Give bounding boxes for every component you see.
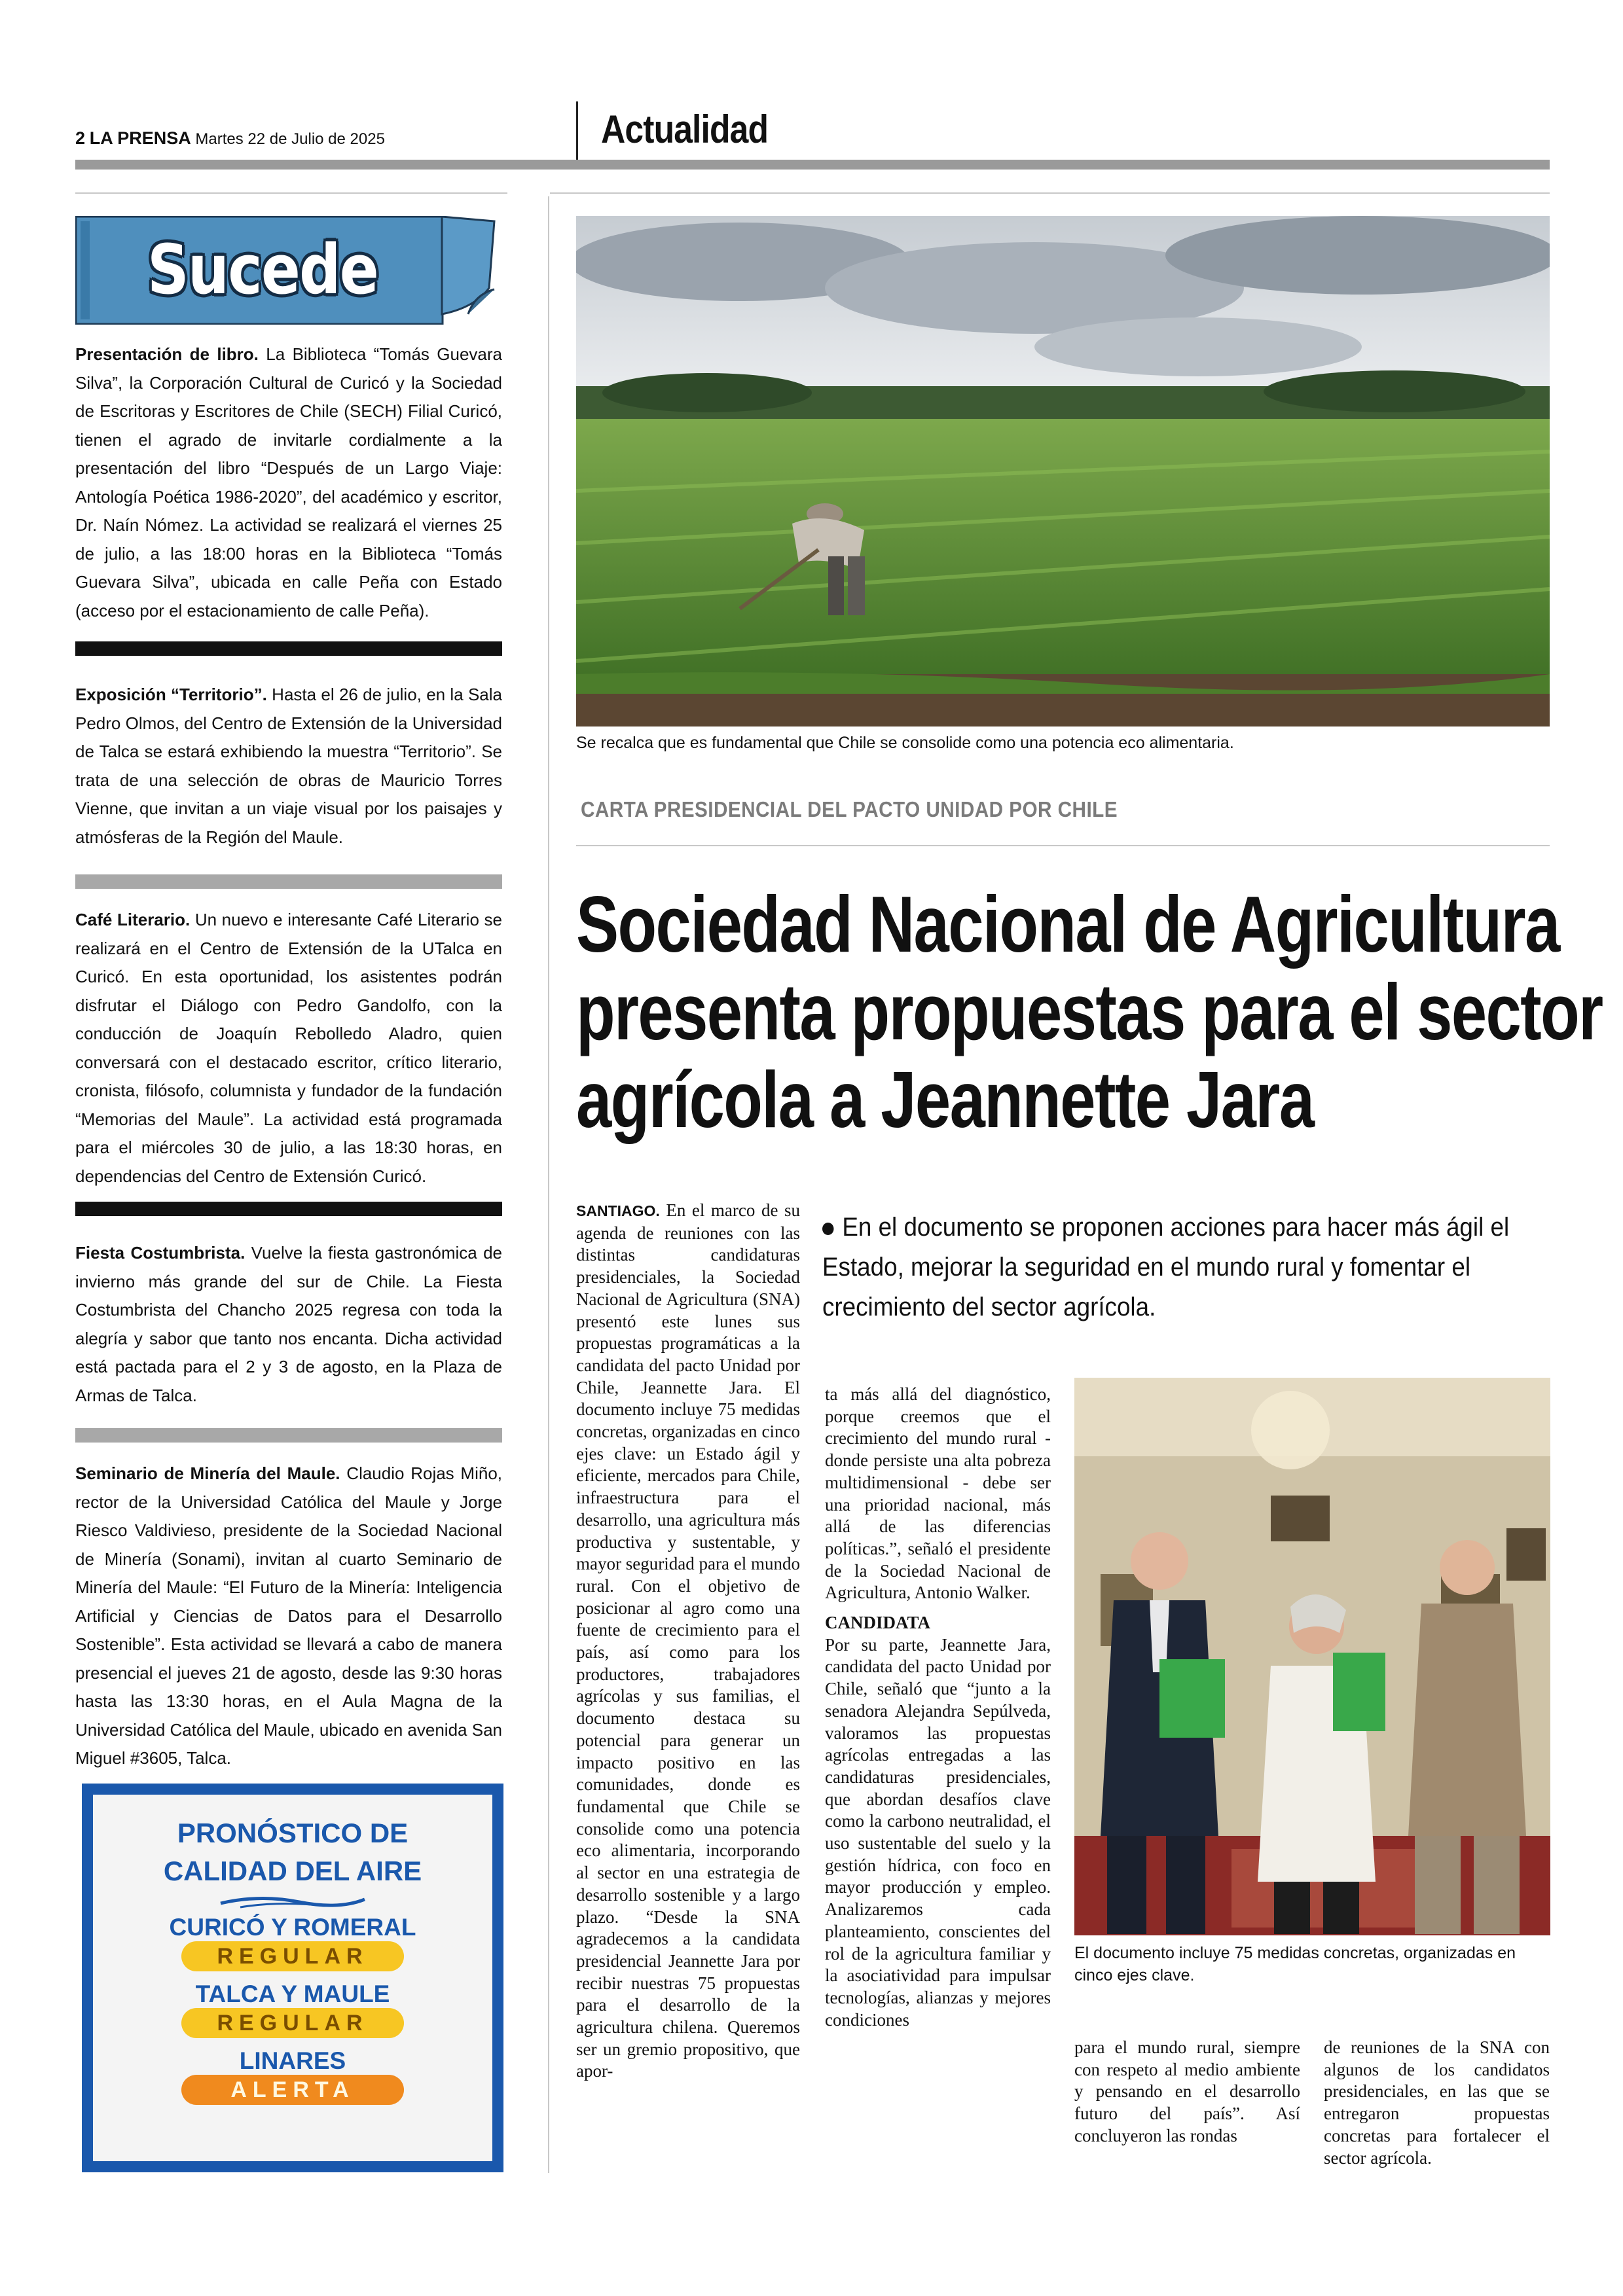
air-zone-name: LINARES [239,2047,346,2074]
air-zone-status: REGULAR [181,2008,404,2038]
article-column-2 [825,1384,1051,2031]
brief-text: Claudio Rojas Miño, rector de la Universidad Católica del Maule y Jorge Riesco Valdivieso, presidente de la Sociedad Nacional de Minería (Sonami), invitan al cuarto Seminario de Minería del Maule: “El Futuro de la Minería: Inteligencia Artificial y Ciencias de Datos para el Desarrollo Sostenible”. Esta actividad se llevará a cabo de manera presencial el jueves 21 de agosto, desde las 9:30 horas hasta las 13:30 horas, en el Aula Magna de la Universidad Católica del Maule, ubicado en avenida San Miguel #3605, Talca. [75,1463,503,1768]
sucede-banner [75,216,500,325]
issue-date: Martes 22 de Julio de 2025 [195,130,385,148]
column-text: En el marco de su agenda de reuniones con las distintas candidaturas presidenciales, la Sociedad Nacional de Agricultura (SNA) presentó este lunes sus propuestas programáticas a la candidata del pacto Unidad por Chile, Jeannette Jara. El documento incluye 75 medidas concretas, organizadas en cinco ejes clave: un Estado ágil y eficiente, mercados para Chile, infraestructura para el desarrollo, una agricultura más productiva y sustentable, y mayor seguridad para el mundo rural. Con el objetivo de posicionar al agro como una fuente de crecimiento para el país, así como para los productores, trabajadores agrícolas y sus familias, el documento destaca su potencial para generar un impacto positivo en las comunidades, donde es fundamental que Chile se consolide como una potencia eco alimentaria, incorporando al sector en una estrategia de desarrollo sostenible y a largo plazo. “Desde la SNA agradecemos a la candidata presidencial Jeannette Jara por recibir nuestras 75 propuestas para el desarrollo de la agricultura chilena. Queremos ser un gremio propositivo, que apor- [576,1200,800,2081]
column-text: de reuniones de la SNA con algunos de los candidatos presidenciales, en las que se entregaron propuestas concretas para fortalecer el sector agrícola. [1324,2037,1550,2168]
meeting-photo [1074,1378,1550,1935]
dateline: SANTIAGO. [576,1202,660,1219]
brief-heading: Café Literario. [75,910,191,929]
column-divider [548,196,549,2173]
air-zone-name: TALCA Y MAULE [195,1981,390,2007]
brief-heading: Presentación de libro. [75,344,259,364]
air-quality-panel [93,1795,492,2161]
air-zone-status: ALERTA [181,2075,404,2105]
farm-field-photo [576,216,1550,726]
header-thin-rule-right [550,192,1550,194]
article-column-1 [576,1200,800,2083]
brief-text: La Biblioteca “Tomás Guevara Silva”, la Corporación Cultural de Curicó y la Sociedad de Escritoras y Escritores de Chile (SECH) Filial Curicó, tienen el agrado de invitarle cordialmente a la presentación del libro “Después de un Largo Viaje: Antología Poética 1986-2020”, del académico y escritor, Dr. Naín Nómez. La actividad se realizará el viernes 25 de julio, a las 18:00 horas en la Biblioteca “Tomás Guevara Silva”, ubicada en calle Peña con Estado (acceso por el estacionamiento de calle Peña). [75,344,502,620]
section-title: Actualidad [601,107,769,151]
article-lede [822,1208,1548,1327]
header-divider [576,101,578,162]
brief-heading: Fiesta Costumbrista. [75,1243,246,1263]
kicker-rule [576,845,1550,846]
air-zone-status: REGULAR [181,1941,404,1971]
air-zone-name: CURICÓ Y ROMERAL [169,1914,416,1941]
page-header-meta [75,128,385,149]
page-number: 2 [75,128,86,148]
header-rule [75,160,1550,170]
headline-line: agrícola a Jeannette Jara [576,1055,1314,1144]
brief-separator [75,874,502,889]
brief-text: Hasta el 26 de julio, en la Sala Pedro Olmos, del Centro de Extensión de la Universidad de Talca se estará exhibiendo la muestra “Territorio”. Se trata de una selección de obras de Mauricio Torres Vienne, que invitan a un viaje visual por los paisajes y atmósferas de la Región del Maule. [75,685,503,847]
header-thin-rule-left [75,192,507,194]
brief-literary-cafe [75,906,502,1191]
wind-wave-icon [214,1893,371,1910]
brief-text: Vuelve la fiesta gastronómica de invierno más grande del sur de Chile. La Fiesta Costumbrista del Chancho 2025 regresa con toda la alegría y sabor que tanto nos encanta. Dicha actividad está pactada para el 2 y 3 de agosto, en la Plaza de Armas de Talca. [75,1243,503,1405]
headline-line: Sociedad Nacional de Agricultura [576,880,1559,969]
article-column-3 [1074,2037,1300,2147]
brief-mining-seminar [75,1460,502,1773]
brief-exhibition [75,681,502,852]
brief-heading: Seminario de Minería del Maule. [75,1463,340,1483]
bullet-icon [822,1223,833,1235]
column-text: para el mundo rural, siempre con respeto al medio ambiente y pensando en el desarrollo futuro del país”. Así concluyeron las rondas [1074,2037,1300,2145]
sucede-title: Sucede [147,230,378,310]
article-kicker: CARTA PRESIDENCIAL DEL PACTO UNIDAD POR CHILE [581,797,1118,821]
photo2-caption: El documento incluye 75 medidas concretas, organizadas en cinco ejes clave. [1074,1944,1516,1984]
brief-book-presentation [75,340,502,625]
air-quality-title-2: CALIDAD DEL AIRE [163,1856,422,1886]
article-column-4 [1324,2037,1550,2169]
brief-costumbrista-fest [75,1239,502,1410]
brief-separator [75,1428,502,1443]
subheading: CANDIDATA [825,1613,930,1633]
photo1-caption: Se recalca que es fundamental que Chile se consolide como una potencia eco alimentaria. [576,734,1234,752]
brief-heading: Exposición “Territorio”. [75,685,267,704]
column-text: ta más allá del diagnóstico, porque creemos que el crecimiento del mundo rural - donde persiste una alta pobreza multidimensional - debe ser una prioridad nacional, más allá de las diferencias políticas.”, señaló el presidente de la Sociedad Nacional de Agricultura, Antonio Walker. [825,1384,1051,1603]
column-text: Por su parte, Jeannette Jara, candidata del pacto Unidad por Chile, señaló que “junto a la senadora Alejandra Sepúlveda, valoramos las propuestas agrícolas entregadas a las candidaturas presidenciales, que abordan desafíos clave como la carbono neutralidad, el uso sustentable del suelo y la gestión hídrica, con foco en mayor producción y empleo. Analizaremos cada planteamiento, conscientes del rol de la agricultura familiar y la asociatividad para impulsar tecnologías, alianzas y mejores condiciones [825,1634,1051,2030]
lede-text: En el documento se proponen acciones para hacer más ágil el Estado, mejorar la seguridad en el mundo rural y fomentar el crecimiento del sector agrícola. [822,1213,1510,1321]
newspaper-name: LA PRENSA [89,128,191,148]
article-headline [576,880,1603,1144]
brief-separator [75,1202,502,1216]
headline-line: presenta propuestas para el sector [576,967,1603,1056]
air-quality-title-1: PRONÓSTICO DE [177,1818,409,1848]
brief-text: Un nuevo e interesante Café Literario se realizará en el Centro de Extensión de la UTalca en Curicó. En esta oportunidad, los asistentes podrán disfrutar el Diálogo con Pedro Gandolfo, con la conducción de Joaquín Rebolledo Aladro, quien conversará con el destacado escritor, crítico literario, cronista, filósofo, columnista y fundador de la fundación “Memorias del Maule”. La actividad está programada para el miércoles 30 de julio, a las 18:30 horas, en dependencias del Centro de Extensión Curicó. [75,910,502,1186]
brief-separator [75,641,502,656]
